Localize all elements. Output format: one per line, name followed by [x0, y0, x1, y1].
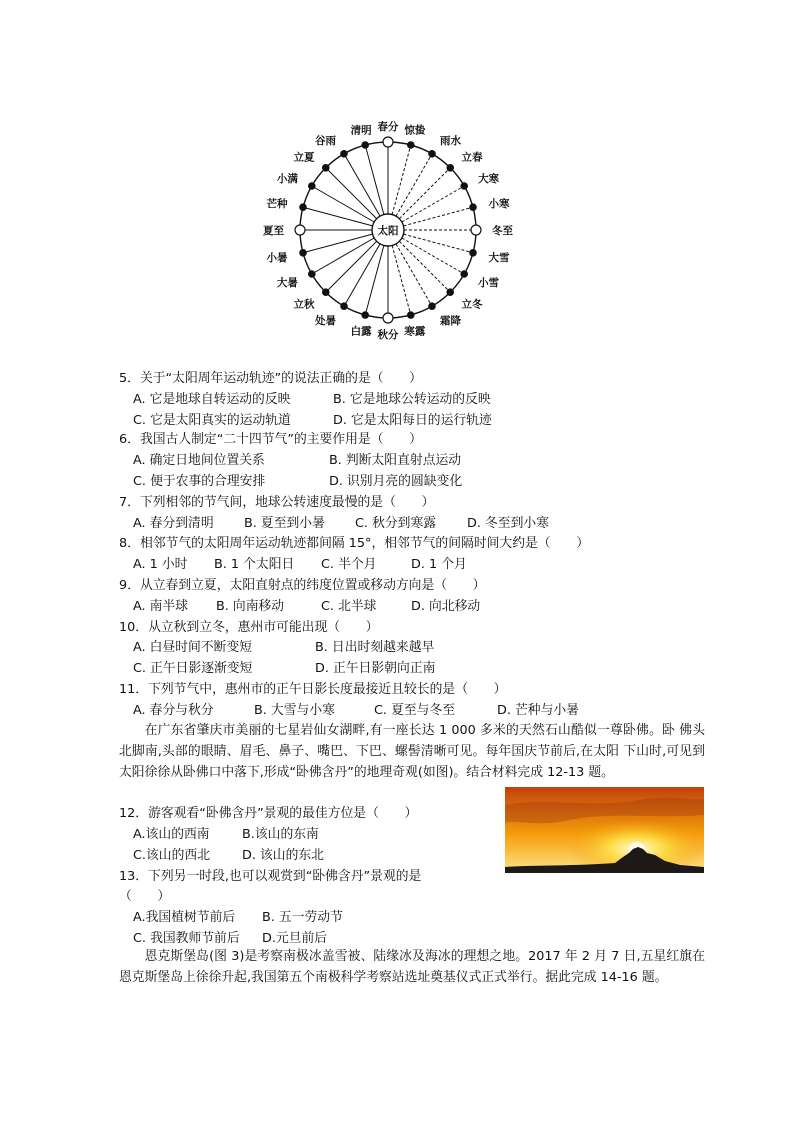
- term-ray: [326, 168, 377, 219]
- option[interactable]: A. 它是地球自转运动的反映: [133, 392, 291, 407]
- term-label: 谷雨: [315, 134, 336, 147]
- term-ray: [403, 234, 473, 253]
- term-label: 立冬: [461, 298, 483, 311]
- term-ray: [365, 245, 384, 315]
- term-label: 大暑: [276, 277, 298, 289]
- term-node: [362, 142, 368, 148]
- term-node: [309, 271, 315, 277]
- term-label: 立夏: [293, 151, 315, 164]
- option[interactable]: A. 南半球: [133, 599, 189, 614]
- option[interactable]: A.我国植树节前后: [133, 910, 236, 925]
- term-ray: [365, 145, 384, 215]
- question-13: 13．下列另一时段,也可以观赏到“卧佛含丹”景观的是: [119, 869, 422, 884]
- term-node: [341, 303, 347, 309]
- option[interactable]: B. 大雪与小寒: [254, 703, 335, 718]
- term-ray: [399, 241, 450, 292]
- term-node: [470, 250, 476, 256]
- question-10: 10．从立秋到立冬，惠州市可能出现（ ）: [119, 620, 379, 635]
- term-ray: [396, 154, 432, 216]
- option[interactable]: A.该山的西南: [133, 827, 210, 842]
- term-label: 寒露: [404, 325, 426, 338]
- question-11: 11．下列节气中，惠州市的正午日影长度最接近且较长的是（ ）: [119, 682, 507, 697]
- term-label: 立秋: [293, 298, 315, 311]
- term-node: [323, 289, 329, 295]
- term-label: 小雪: [478, 277, 500, 289]
- option[interactable]: A. 春分与秋分: [133, 703, 214, 718]
- term-label: 霜降: [440, 315, 461, 328]
- option[interactable]: C. 它是太阳真实的运动轨道: [133, 413, 291, 428]
- term-label: 冬至: [492, 225, 513, 237]
- option[interactable]: B. 1 个太阳日: [214, 557, 295, 572]
- term-ray: [392, 245, 411, 315]
- option[interactable]: B.该山的东南: [242, 827, 319, 842]
- option[interactable]: D. 它是太阳每日的运行轨迹: [333, 413, 492, 428]
- term-ray: [403, 207, 473, 226]
- sunset-photo: [505, 787, 704, 873]
- term-label: 春分: [377, 121, 399, 133]
- option[interactable]: C. 北半球: [321, 599, 377, 614]
- term-ray: [392, 145, 411, 215]
- term-node: [470, 204, 476, 210]
- option[interactable]: D. 向北移动: [411, 599, 481, 614]
- term-node: [309, 183, 315, 189]
- question-5: 5．关于“太阳周年运动轨迹”的说法正确的是（ ）: [119, 371, 422, 386]
- term-node: [408, 312, 414, 318]
- question-8: 8．相邻节气的太阳周年运动轨迹都间隔 15°，相邻节气的间隔时间大约是（ ）: [119, 536, 589, 551]
- term-label: 小寒: [488, 198, 510, 211]
- term-label: 清明: [350, 124, 372, 137]
- option[interactable]: A. 春分到清明: [133, 516, 214, 531]
- term-ray: [402, 186, 464, 222]
- option[interactable]: B. 它是地球公转运动的反映: [333, 392, 491, 407]
- option[interactable]: C. 夏至与冬至: [374, 703, 456, 718]
- term-ray: [399, 168, 450, 219]
- term-node: [341, 151, 347, 157]
- term-label: 白露: [350, 325, 372, 338]
- term-label: 大寒: [478, 173, 500, 185]
- question-13-paren: （ ）: [119, 889, 171, 904]
- term-ray: [326, 241, 377, 292]
- option[interactable]: B. 五一劳动节: [262, 910, 343, 925]
- term-ray: [396, 244, 432, 306]
- question-12: 12．游客观看“卧佛含丹”景观的最佳方位是（ ）: [119, 806, 418, 821]
- term-node: [300, 204, 306, 210]
- term-ray: [344, 244, 380, 306]
- term-node: [461, 183, 467, 189]
- key-term-node: [471, 225, 481, 235]
- option[interactable]: D. 冬至到小寒: [467, 516, 549, 531]
- term-ray: [312, 186, 374, 222]
- option[interactable]: D. 1 个月: [411, 557, 467, 572]
- term-label: 小暑: [266, 251, 288, 264]
- option[interactable]: C. 正午日影逐渐变短: [133, 661, 253, 676]
- key-term-node: [383, 137, 393, 147]
- option[interactable]: D.元旦前后: [262, 931, 328, 946]
- term-node: [429, 151, 435, 157]
- question-9: 9．从立春到立夏，太阳直射点的纬度位置或移动方向是（ ）: [119, 578, 486, 593]
- option[interactable]: C. 半个月: [321, 557, 377, 572]
- term-node: [323, 165, 329, 171]
- sun-label: 太阳: [377, 225, 399, 237]
- solar-terms-diagram: [262, 118, 532, 344]
- option[interactable]: C. 秋分到寒露: [355, 516, 437, 531]
- term-ray: [303, 234, 373, 253]
- option[interactable]: B. 向南移动: [216, 599, 285, 614]
- term-node: [408, 142, 414, 148]
- option[interactable]: B. 夏至到小暑: [244, 516, 325, 531]
- option[interactable]: C.该山的西北: [133, 848, 210, 863]
- term-label: 立春: [461, 151, 483, 164]
- term-node: [362, 312, 368, 318]
- term-node: [429, 303, 435, 309]
- option[interactable]: C. 我国教师节前后: [133, 931, 240, 946]
- term-label: 雨水: [440, 134, 461, 147]
- passage-wofo: 在广东省肇庆市美丽的七星岩仙女湖畔,有一座长达 1 000 多米的天然石山酷似一尊卧佛。卧 佛头北脚南,头部的眼睛、眉毛、鼻子、嘴巴、下巴、螺髻清晰可见。每年国庆节前后,在太阳 下山时,可见到太阳徐徐从卧佛口中落下,形成“卧佛含丹”的地理奇观(如图)。结合材料完成 12-13 题。: [119, 723, 705, 780]
- option[interactable]: D. 该山的东北: [242, 848, 324, 863]
- option[interactable]: B. 判断太阳直射点运动: [329, 453, 462, 468]
- passage-antarctic: 恩克斯堡岛(图 3)是考察南极冰盖雪被、陆缘冰及海冰的理想之地。2017 年 2 月 7 日,五星红旗在恩克斯堡岛上徐徐升起,我国第五个南极科学考察站选址奠基仪式正式举行。据此完成 14-16 题。: [119, 949, 705, 985]
- option[interactable]: A. 确定日地间位置关系: [133, 453, 265, 468]
- option[interactable]: C. 便于农事的合理安排: [133, 474, 266, 489]
- term-ray: [402, 238, 464, 274]
- term-node: [447, 165, 453, 171]
- term-ray: [312, 238, 374, 274]
- term-ray: [344, 154, 380, 216]
- term-label: 大雪: [488, 251, 510, 264]
- option[interactable]: D. 芒种与小暑: [497, 703, 579, 718]
- key-term-node: [295, 225, 305, 235]
- term-label: 小满: [276, 173, 298, 185]
- option[interactable]: A. 白昼时间不断变短: [133, 640, 253, 655]
- term-label: 惊蛰: [404, 124, 426, 137]
- option[interactable]: D. 正午日影朝向正南: [315, 661, 436, 676]
- term-node: [300, 250, 306, 256]
- term-node: [447, 289, 453, 295]
- option[interactable]: D. 识别月亮的圆缺变化: [329, 474, 463, 489]
- term-label: 芒种: [266, 198, 288, 211]
- term-node: [461, 271, 467, 277]
- option[interactable]: A. 1 小时: [133, 557, 188, 572]
- term-ray: [303, 207, 373, 226]
- term-label: 夏至: [263, 225, 284, 237]
- key-term-node: [383, 313, 393, 323]
- option[interactable]: B. 日出时刻越来越早: [315, 640, 435, 655]
- term-label: 秋分: [377, 329, 399, 341]
- question-7: 7．下列相邻的节气间，地球公转速度最慢的是（ ）: [119, 495, 435, 510]
- question-6: 6．我国古人制定“二十四节气”的主要作用是（ ）: [119, 432, 422, 447]
- term-label: 处暑: [315, 315, 336, 328]
